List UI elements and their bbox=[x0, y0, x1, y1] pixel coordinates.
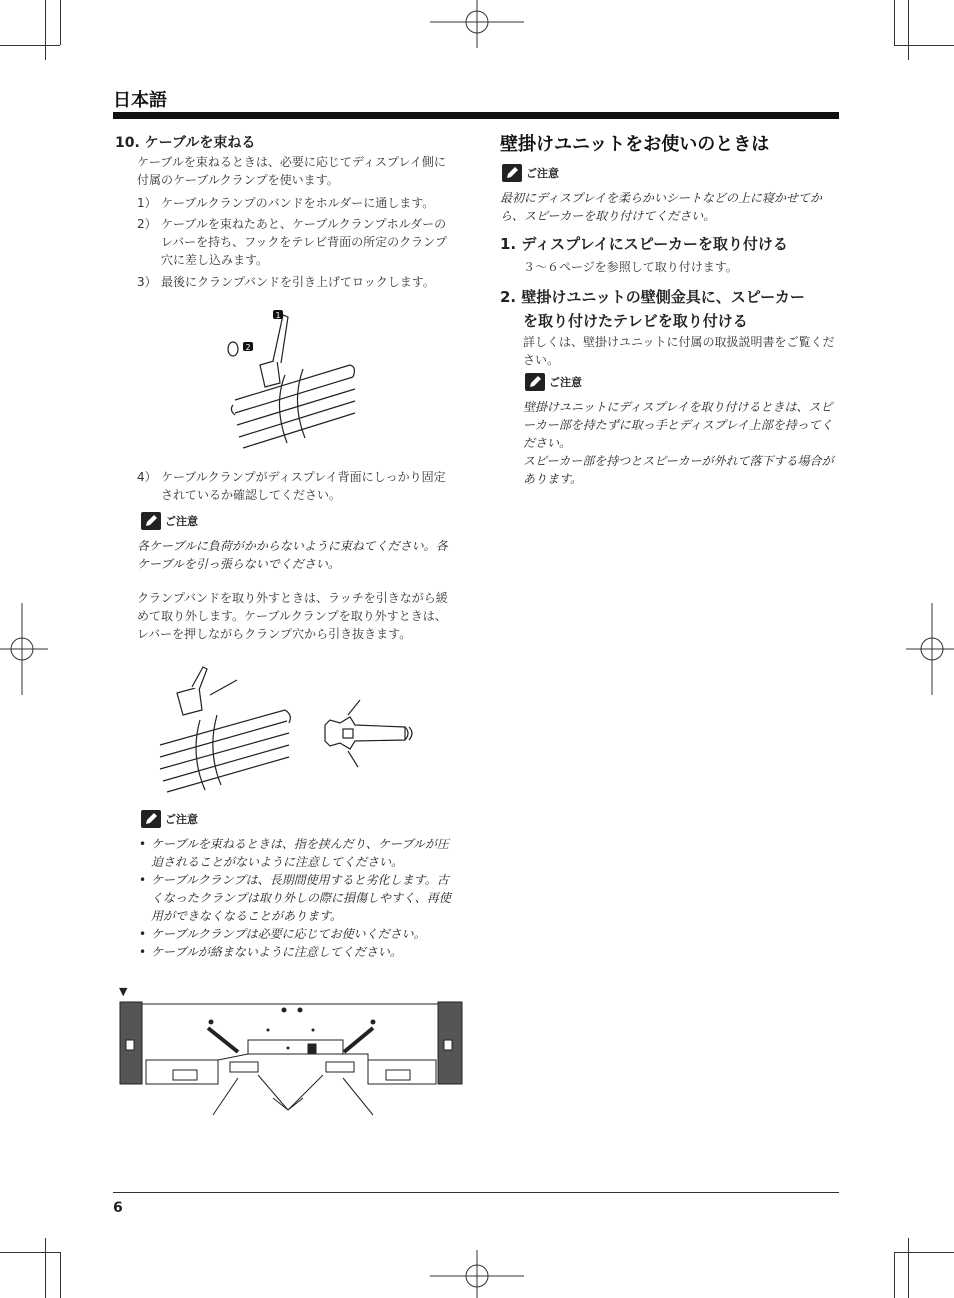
remove-instructions: クランプバンドを取り外すときは、ラッチを引きながら緩めて取り外します。ケーブルクランプを取り外すときは、レバーを押しながらクランプ穴から引き抜きます。 bbox=[137, 591, 448, 641]
pencil-note-icon bbox=[141, 810, 161, 828]
caution-heading-right bbox=[502, 164, 559, 182]
step-2-text: 詳しくは、壁掛けユニットに付属の取扱説明書をご覧ください。 bbox=[523, 335, 835, 367]
caution-text-right-2 bbox=[523, 398, 841, 488]
step-number: 3） bbox=[137, 275, 157, 289]
step-2-title-line: 2. 壁掛けユニットの壁側金具に、スピーカー bbox=[500, 288, 805, 306]
crop-mark bbox=[894, 0, 895, 45]
crop-mark bbox=[908, 0, 909, 60]
pencil-note-icon bbox=[525, 373, 545, 391]
tv-back-panel-figure bbox=[118, 1000, 464, 1120]
list-item: • ケーブルクランプは、長期間使用すると劣化します。古くなったクランプは取り外しの際に損傷しやすく、再使用ができなくなることがあります。 bbox=[137, 871, 457, 925]
list-item: • ケーブルが絡まないように注意してください。 bbox=[137, 943, 457, 961]
step-text: ケーブルクランプのバンドをホルダーに通します。 bbox=[161, 196, 435, 210]
step-item bbox=[137, 194, 455, 212]
step-2-title bbox=[500, 285, 840, 333]
caution-text: 各ケーブルに負荷がかからないように束ねてください。各ケーブルを引っ張らないでください。 bbox=[137, 539, 448, 571]
registration-mark-bottom bbox=[430, 1250, 524, 1298]
page-number: 6 bbox=[113, 1200, 123, 1216]
step-1-text: ３～６ページを参照して取り付けます。 bbox=[523, 260, 738, 274]
crop-mark bbox=[908, 1238, 909, 1298]
registration-mark-top bbox=[430, 0, 524, 50]
header-bar bbox=[113, 112, 839, 119]
step-number: 1） bbox=[137, 196, 157, 210]
pencil-note-icon bbox=[141, 512, 161, 530]
step-text: ケーブルクランプがディスプレイ背面にしっかり固定されているか確認してください。 bbox=[161, 470, 446, 502]
figure-label-1: 1 bbox=[275, 311, 281, 320]
step-item bbox=[137, 273, 455, 291]
caution-paragraph: 壁掛けユニットにディスプレイを取り付けるときは、スピーカー部を持たずに取っ手とディスプレイ上部を持ってください。 bbox=[523, 400, 833, 450]
list-item: • ケーブルを束ねるときは、指を挟んだり、ケーブルが圧迫されることがないように注意してください。 bbox=[137, 835, 457, 871]
caution-text-right: 最初にディスプレイを柔らかいシートなどの上に寝かせてから、スピーカーを取り付けてください。 bbox=[500, 191, 822, 223]
list-item: • ケーブルクランプは必要に応じてお使いください。 bbox=[137, 925, 457, 943]
step-item bbox=[137, 215, 455, 269]
clamp-removal-figure bbox=[155, 665, 420, 800]
registration-mark-left bbox=[0, 603, 48, 695]
registration-mark-right bbox=[906, 603, 954, 695]
caution-paragraph: スピーカー部を持つとスピーカーが外れて落下する場合があります。 bbox=[523, 454, 834, 486]
caution-label: ご注意 bbox=[526, 167, 559, 180]
crop-mark bbox=[894, 1252, 895, 1298]
pencil-note-icon bbox=[502, 164, 522, 182]
step-item-4 bbox=[137, 468, 455, 504]
step-number: 4） bbox=[137, 470, 157, 484]
step-text: 最後にクランプバンドを引き上げてロックします。 bbox=[161, 275, 435, 289]
caution-heading-right-2 bbox=[525, 373, 582, 391]
crop-mark bbox=[45, 1238, 46, 1298]
step-list bbox=[137, 194, 455, 291]
language-title: 日本語 bbox=[113, 90, 167, 111]
section-title-wall-mount: 壁掛けユニットをお使いのときは bbox=[500, 134, 770, 155]
caution-heading-2 bbox=[141, 810, 198, 828]
step-1-title: 1. ディスプレイにスピーカーを取り付ける bbox=[500, 235, 788, 253]
crop-mark bbox=[0, 1252, 60, 1253]
crop-mark bbox=[60, 0, 61, 45]
section-title-cable-bundling: 10. ケーブルを束ねる bbox=[115, 135, 256, 151]
caution-label: ご注意 bbox=[165, 515, 198, 528]
crop-mark bbox=[45, 0, 46, 60]
step-2-title-line: を取り付けたテレビを取り付ける bbox=[523, 312, 748, 330]
figure-marker: ▼ bbox=[119, 985, 128, 998]
figure-label-2: 2 bbox=[245, 343, 251, 352]
footer-line bbox=[113, 1192, 839, 1193]
caution-label: ご注意 bbox=[165, 813, 198, 826]
crop-mark bbox=[60, 1252, 61, 1298]
cable-clamp-figure bbox=[225, 305, 360, 460]
step-text: ケーブルを束ねたあと、ケーブルクランプホルダーのレバーを持ち、フックをテレビ背面の所定のクランプ穴に差し込みます。 bbox=[161, 217, 448, 267]
step-number: 2） bbox=[137, 217, 157, 231]
crop-mark bbox=[894, 45, 954, 46]
crop-mark bbox=[0, 45, 60, 46]
caution-label: ご注意 bbox=[549, 376, 582, 389]
crop-mark bbox=[894, 1252, 954, 1253]
intro-text: ケーブルを束ねるときは、必要に応じてディスプレイ側に付属のケーブルクランプを使います。 bbox=[137, 155, 446, 187]
caution-heading bbox=[141, 512, 198, 530]
caution-list bbox=[137, 835, 457, 961]
